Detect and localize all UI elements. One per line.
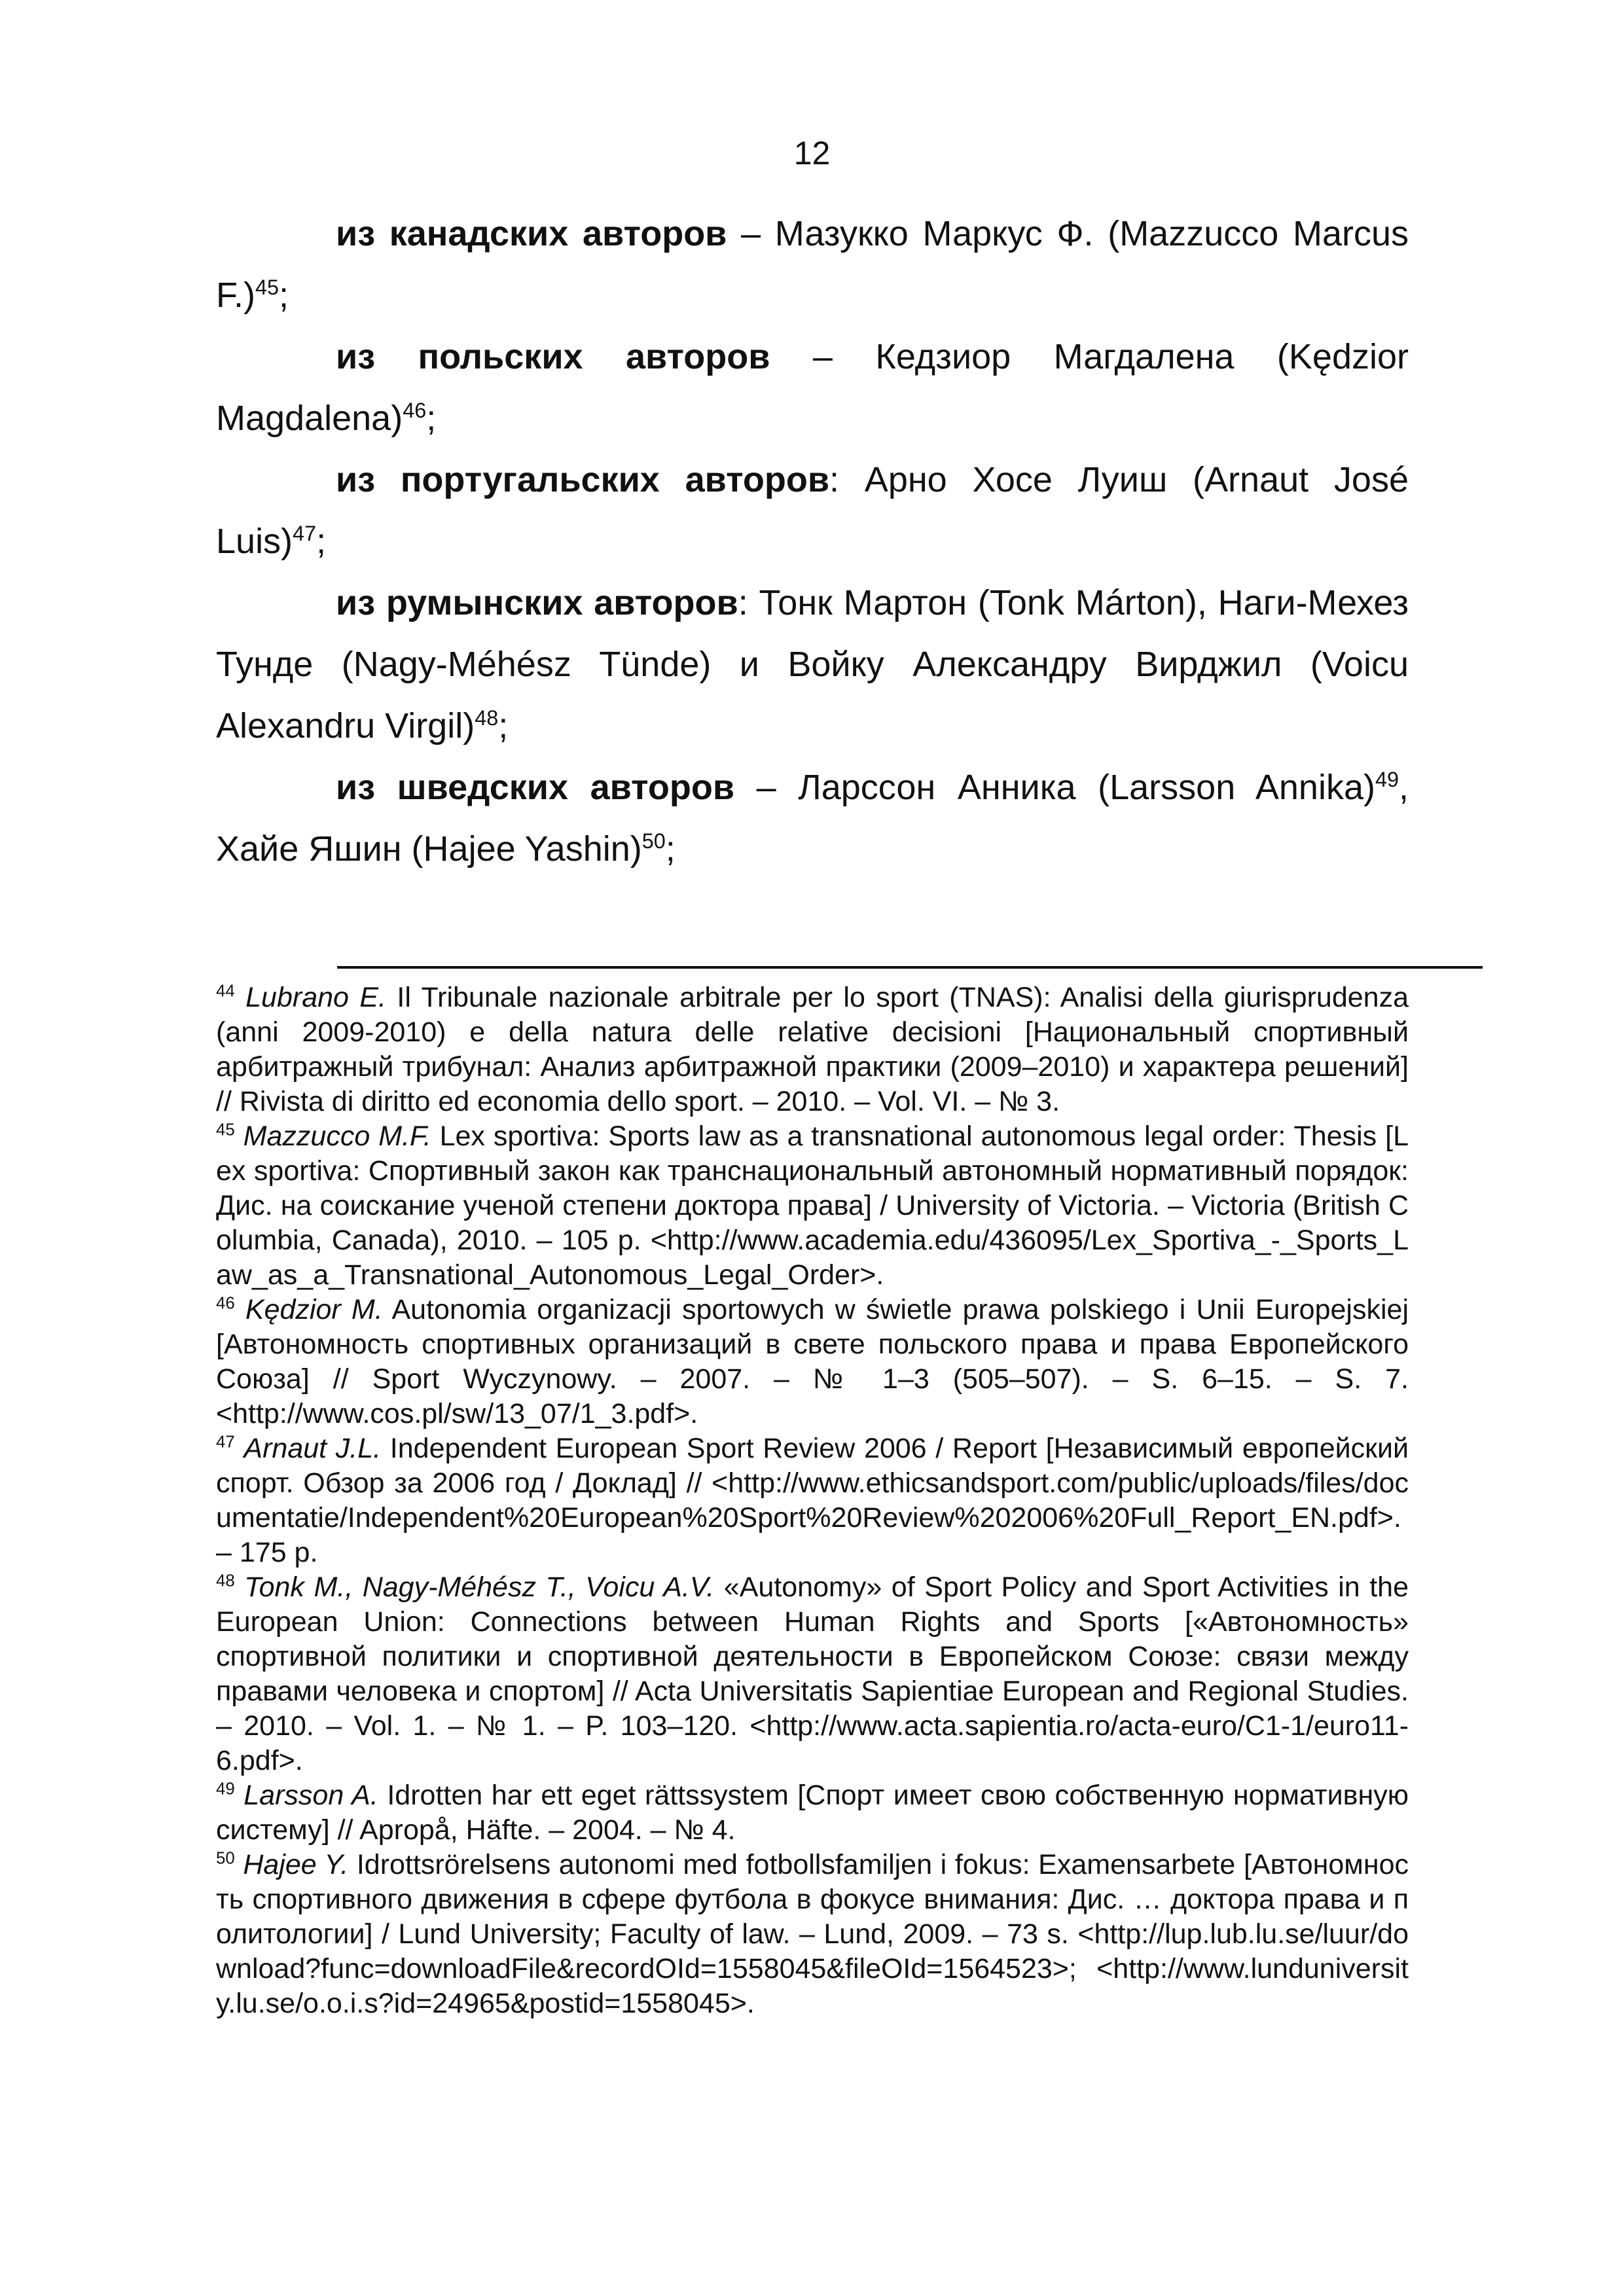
- footnote-text: Idrottsrörelsens autonomi med fotbollsfamiljen i fokus: Examensarbete [Автономность спортивного движения в сфере футбола в фокусе внимания: Дис. … доктора права и политологии] / Lund University; Faculty of law. – Lund, 2009. – 73 s. <http://lup.lub.lu.se/luur/download?func=downloadFile&recordOId=1558045&fileOId=1564523>; <http://www.lunduniversity.lu.se/o.o.i.s?id=24965&postid=1558045>.: [216, 1849, 1409, 2019]
- footnote-text: Autonomia organizacji sportowych w świetle prawa polskiego i Unii Europejskiej [Автономность спортивных организаций в свете польского права и права Европейского Союза] // Sport Wyczynowy. – 2007. – № 1–3 (505–507). – S. 6–15. – S. 7. <http://www.cos.pl/sw/13_07/1_3.pdf>.: [216, 1294, 1409, 1429]
- paragraph-lead: из шведских авторов: [336, 768, 735, 807]
- footnote-number: 45: [216, 1121, 235, 1139]
- footnote-44: [216, 980, 1409, 1119]
- paragraph-lead: из португальских авторов: [336, 460, 830, 499]
- footnote-separator: [337, 966, 1483, 969]
- footnote-ref: 46: [403, 399, 427, 422]
- paragraph-tail: ;: [498, 706, 509, 745]
- paragraph-text-2: , Хайе Яшин (Hajee Yashin): [216, 768, 1409, 869]
- footnote-46: [216, 1293, 1409, 1431]
- footnote-text: Il Tribunale nazionale arbitrale per lo sport (TNAS): Analisi della giurisprudenza (anni 2009-2010) e della natura delle relative decisioni [Национальный спортивный арбитражный трибунал: Анализ арбитражной практики (2009–2010) и характера решений] // Rivista di diritto ed economia dello sport. – 2010. – Vol. VI. – № 3.: [216, 982, 1409, 1117]
- footnote-ref: 47: [293, 522, 317, 545]
- footnote-48: [216, 1570, 1409, 1778]
- paragraph-lead: из польских авторов: [336, 337, 770, 376]
- paragraph-romanian-authors: [216, 572, 1409, 757]
- paragraph-text: – Ларссон Анника (Larsson Annika): [734, 768, 1375, 807]
- paragraph-lead: из румынских авторов: [336, 583, 738, 622]
- footnote-text: Idrotten har ett eget rättssystem [Спорт имеет свою собственную нормативную систему] // Apropå, Häfte. – 2004. – № 4.: [216, 1780, 1409, 1846]
- footnote-author: Kędzior M.: [245, 1294, 383, 1325]
- footnote-number: 47: [216, 1433, 235, 1452]
- paragraph-portuguese-authors: [216, 449, 1409, 572]
- footnote-ref: 50: [641, 829, 666, 853]
- footnote-number: 50: [216, 1849, 235, 1868]
- footnote-ref: 49: [1375, 768, 1399, 791]
- paragraph-text: – Мазукко Маркус Ф. (Mazzucco Marcus F.): [216, 214, 1409, 315]
- footnote-number: 49: [216, 1780, 235, 1799]
- footnote-number: 44: [216, 982, 235, 1001]
- footnote-45: [216, 1119, 1409, 1293]
- footnote-author: Larsson A.: [244, 1780, 378, 1811]
- footnotes: [216, 980, 1409, 2021]
- paragraph-tail: ;: [426, 399, 437, 438]
- footnote-number: 46: [216, 1294, 235, 1313]
- footnote-ref: 48: [475, 706, 499, 730]
- paragraph-lead: из канадских авторов: [336, 214, 727, 253]
- footnote-author: Tonk M., Nagy-Méhész T., Voicu A.V.: [244, 1571, 715, 1603]
- footnote-number: 48: [216, 1571, 235, 1590]
- footnote-ref: 45: [255, 276, 280, 299]
- footnote-50: [216, 1848, 1409, 2021]
- footnote-author: Arnaut J.L.: [244, 1433, 382, 1464]
- paragraph-polish-authors: [216, 326, 1409, 449]
- paragraph-tail: ;: [316, 522, 327, 561]
- footnote-text: Independent European Sport Review 2006 / Report [Независимый европейский спорт. Обзор за 2006 год / Доклад] // <http://www.ethicsandsport.com/public/uploads/files/documentatie/Independent%20European%20Sport%20Review%202006%20Full_Report_EN.pdf>. – 175 p.: [216, 1433, 1409, 1568]
- footnote-author: Mazzucco M.F.: [243, 1121, 431, 1152]
- footnote-author: Lubrano E.: [245, 982, 386, 1013]
- footnote-text: Lex sportiva: Sports law as a transnational autonomous legal order: Thesis [Lex sportiva: Спортивный закон как транснациональный автономный нормативный порядок: Дис. на соискание ученой степени доктора права] / University of Victoria. – Victoria (British Columbia, Canada), 2010. – 105 p. <http://www.academia.edu/436095/Lex_Sportiva_-_Sports_Law_as_a_Transnational_Autonomous_Legal_Order>.: [216, 1121, 1409, 1291]
- footnote-47: [216, 1431, 1409, 1570]
- paragraph-text: : Арно Хосе Луиш (Arnaut José Luis): [216, 460, 1409, 561]
- paragraph-text: : Тонк Мартон (Tonk Márton), Наги-Мехез Тунде (Nagy-Méhész Tünde) и Войку Александру Вирджил (Voicu Alexandru Virgil): [216, 583, 1409, 745]
- paragraph-tail: ;: [665, 829, 676, 869]
- footnote-49: [216, 1778, 1409, 1848]
- paragraph-swedish-authors: [216, 757, 1409, 880]
- paragraph-canadian-authors: [216, 203, 1409, 326]
- page-number: 12: [793, 135, 831, 171]
- footnote-text: «Autonomy» of Sport Policy and Sport Activities in the European Union: Connections between Human Rights and Sports [«Автономность» спортивной политики и спортивной деятельности в Европейском Союзе: связи между правами человека и спортом] // Acta Universitatis Sapientiae European and Regional Studies. – 2010. – Vol. 1. – № 1. – P. 103–120. <http://www.acta.sapientia.ro/acta-euro/C1-1/euro11-6.pdf>.: [216, 1571, 1409, 1776]
- paragraph-tail: ;: [279, 276, 289, 315]
- footnote-author: Hajee Y.: [243, 1849, 349, 1880]
- paragraph-text: – Кедзиор Магдалена (Kędzior Magdalena): [216, 337, 1409, 438]
- main-text: [216, 203, 1409, 880]
